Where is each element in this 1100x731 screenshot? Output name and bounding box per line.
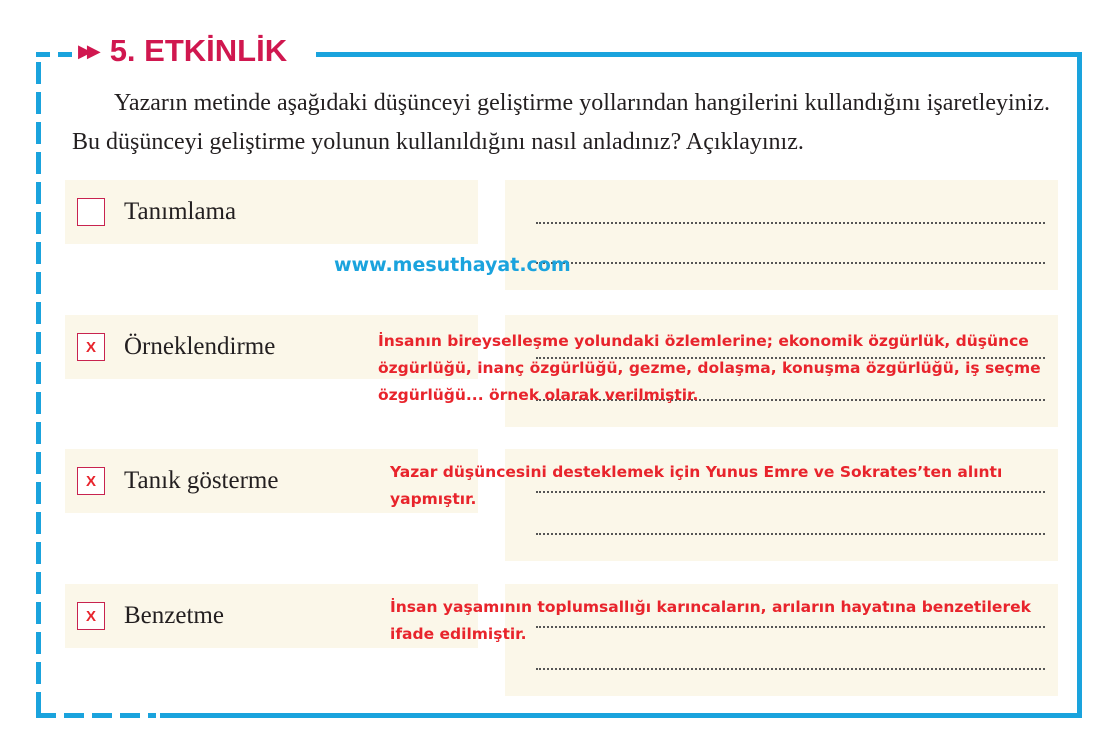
watermark-url: www.mesuthayat.com [334, 254, 571, 276]
checkbox-tanimlama[interactable] [77, 198, 105, 226]
answer-text-benzetme: İnsan yaşamının toplumsallığı karıncaların, arıların hayatına benzetilerek ifade edilmiştir. [390, 598, 1031, 643]
option-label: Örneklendirme [124, 333, 276, 360]
answer-text-tanik-gosterme: Yazar düşüncesini desteklemek için Yunus Emre ve Sokrates’ten alıntı yapmıştır. [390, 463, 1003, 508]
answer-line [536, 222, 1045, 224]
checkbox-benzetme[interactable]: X [77, 602, 105, 630]
instructions-paragraph: Yazarın metinde aşağıdaki düşünceyi geliştirme yollarından hangilerini kullandığını işaretleyiniz. Bu düşünceyi geliştirme yolunun kullanıldığını nasıl anladınız? Açıklayınız. [72, 90, 1050, 155]
answer-area-1 [505, 180, 1058, 290]
answer-line [536, 533, 1045, 535]
option-row-tanimlama [65, 180, 478, 244]
checkbox-orneklendirme[interactable]: X [77, 333, 105, 361]
double-chevron-icon: ▶▶ [78, 40, 96, 62]
frame-top-border [316, 52, 1082, 57]
answer-line [536, 262, 1045, 264]
answer-text-orneklendirme: İnsanın bireyselleşme yolundaki özlemlerine; ekonomik özgürlük, düşünce özgürlüğü, inanç özgürlüğü, gezme, dolaşma, konuşma özgürlüğü, iş seçme özgürlüğü... örnek olarak verilmiştir. [378, 332, 1041, 404]
checkbox-tanik-gosterme[interactable]: X [77, 467, 105, 495]
activity-title: 5. ETKİNLİK [109, 33, 288, 68]
frame-bottom-border [160, 713, 1082, 718]
frame-bottom-dash [36, 713, 156, 718]
activity-header [78, 33, 291, 69]
answer-line [536, 668, 1045, 670]
option-label: Benzetme [124, 602, 224, 629]
frame-top-dash [36, 52, 76, 57]
frame-left-dash [36, 62, 41, 718]
frame-right-border [1077, 52, 1082, 718]
option-label: Tanımlama [124, 198, 237, 225]
option-label: Tanık gösterme [124, 467, 279, 494]
